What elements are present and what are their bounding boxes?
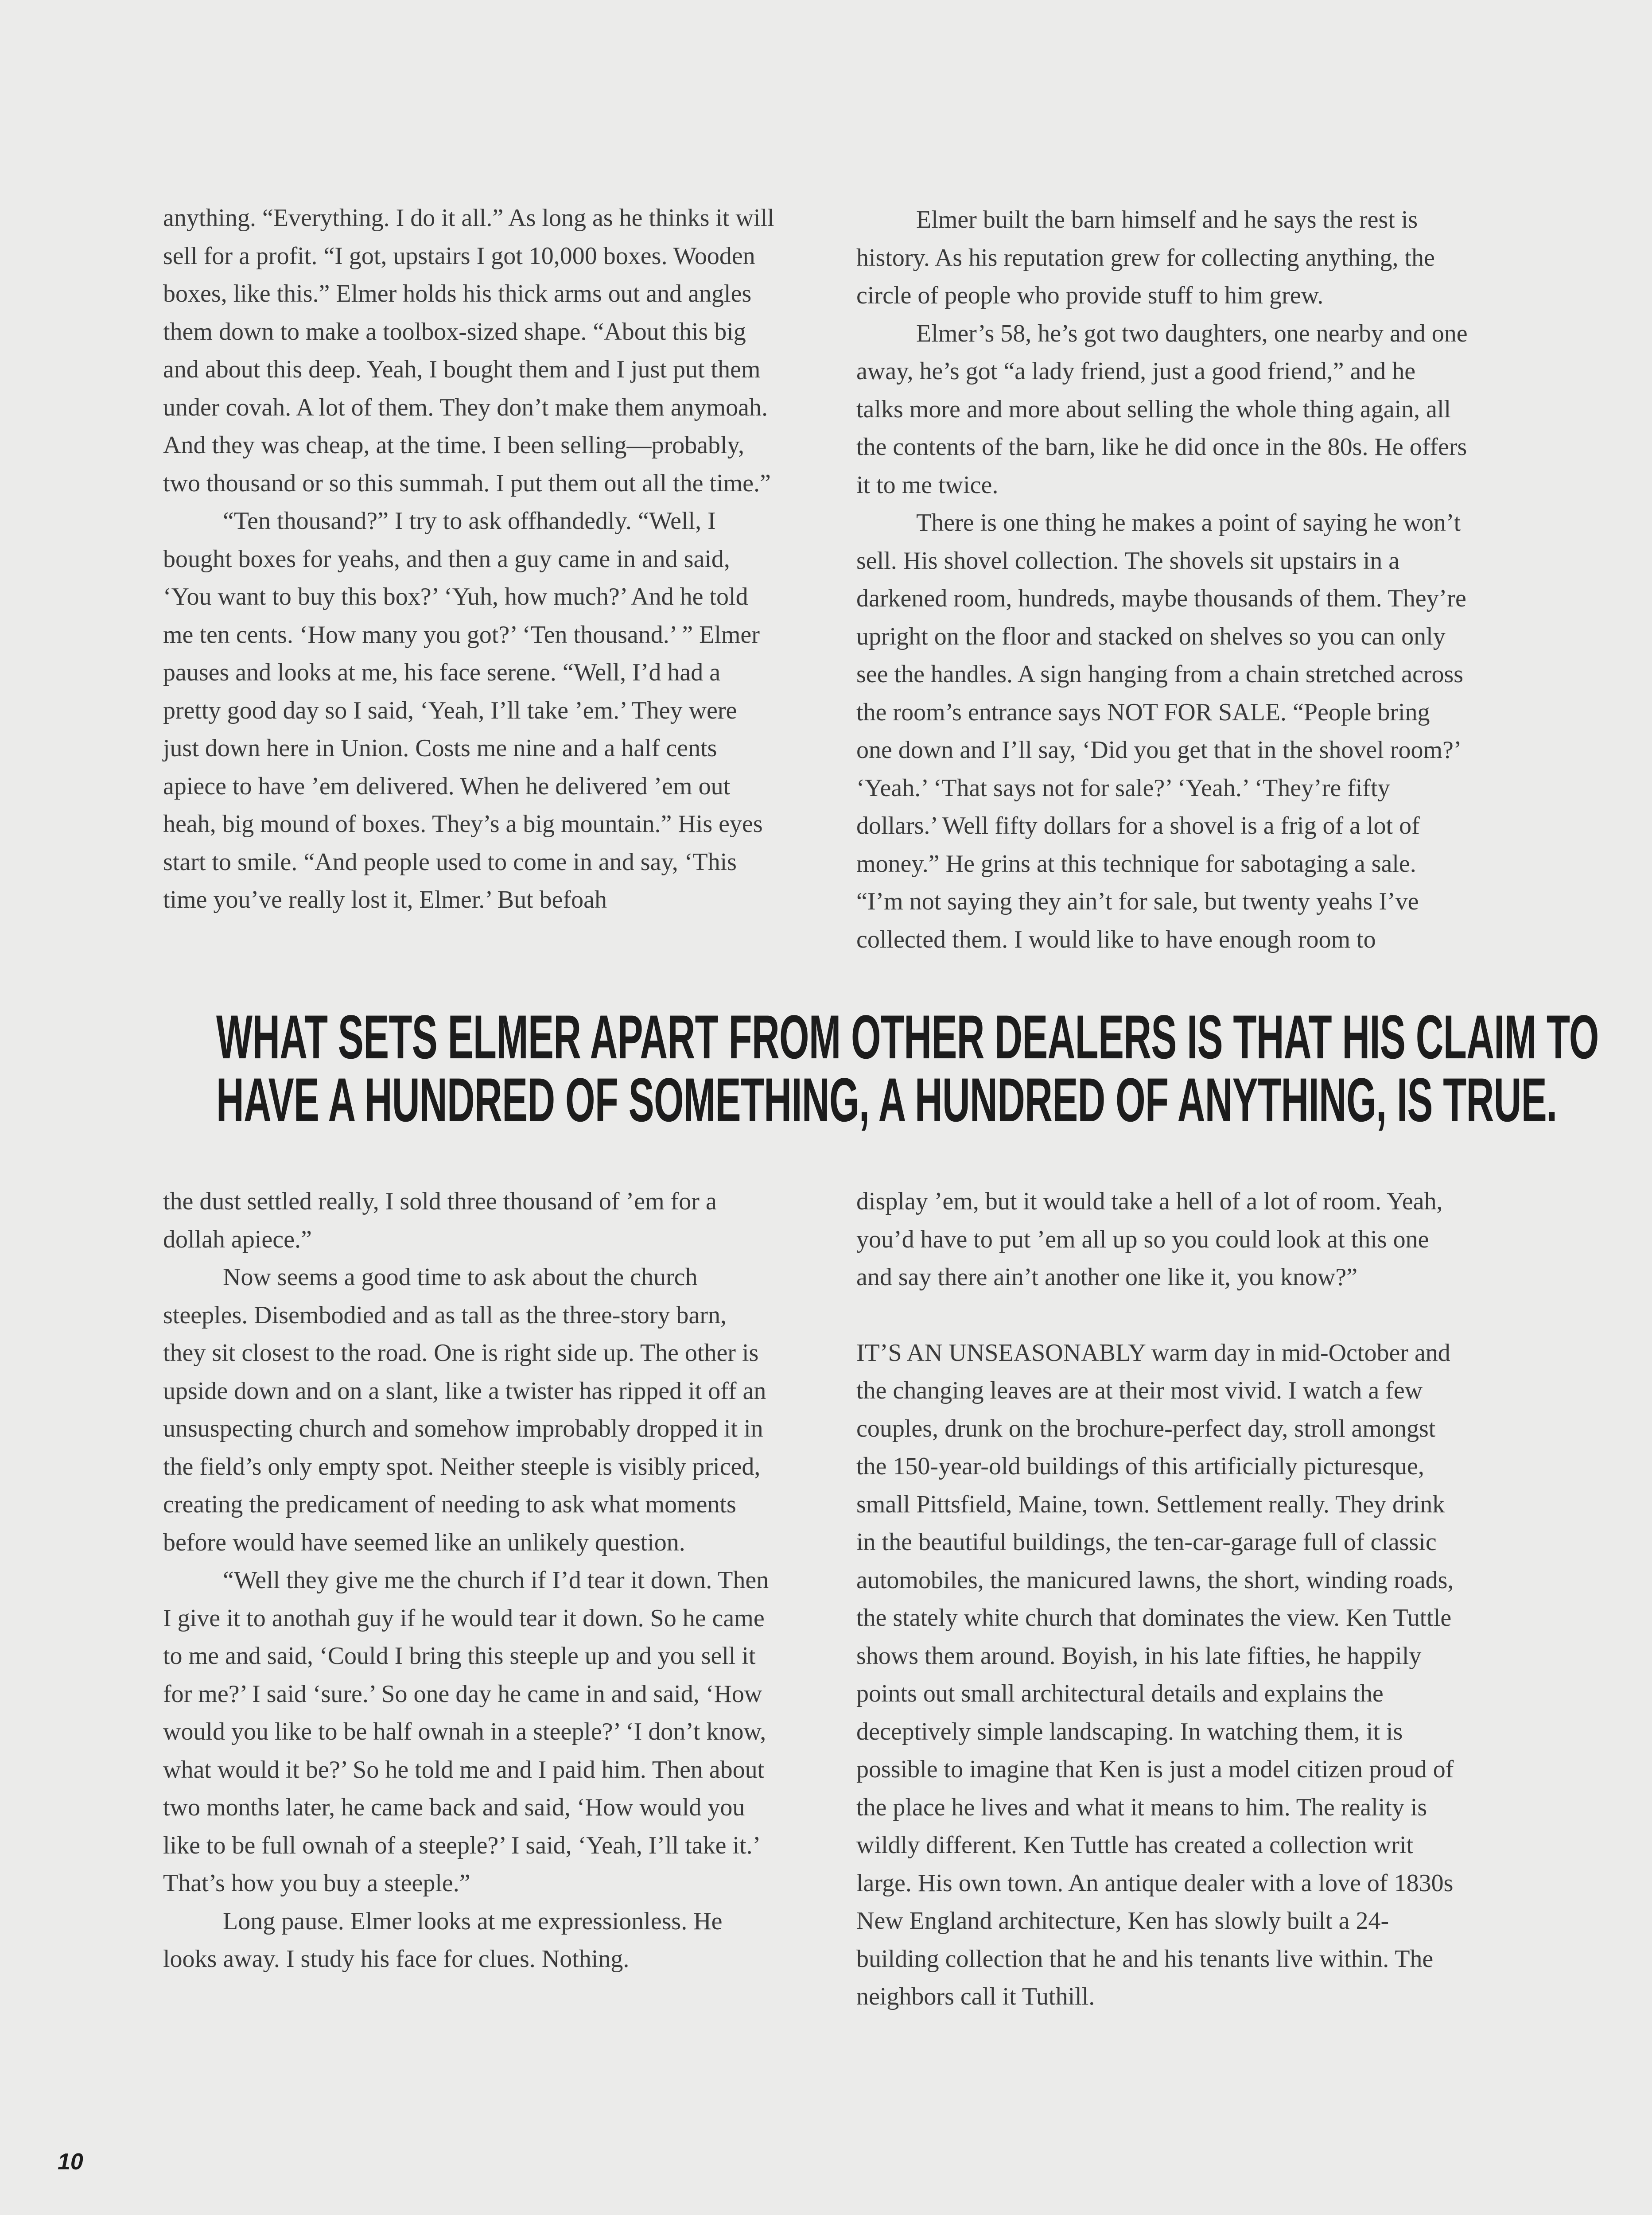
paragraph: “Well they give me the church if I’d tear it down. Then I give it to anothah guy if he would tear it down. So he came to me and said, ‘Could I bring this steeple up and you sell it for me?’ I said ‘sure.’ So one day he came in and said, ‘How would you like to be half ownah in a steeple?’ ‘I don’t know, what would it be?’ So he told me and I paid him. Then about two months later, he came back and said, ‘How would you like to be full ownah of a steeple?’ I said, ‘Yeah, I’ll take it.’ That’s how you buy a steeple.” — [163, 1566, 769, 1897]
article-column-bottom-right — [856, 1183, 1468, 2016]
pull-quote-line: WHAT SETS ELMER APART FROM OTHER DEALERS IS THAT HIS CLAIM TO — [216, 1002, 1599, 1072]
paragraph: anything. “Everything. I do it all.” As long as he thinks it will sell for a profit. “I got, upstairs I got 10,000 boxes. Wooden boxes, like this.” Elmer holds his thick arms out and angles them down to make a toolbox-sized shape. “About this big and about this deep. Yeah, I bought them and I just put them under covah. A lot of them. They don’t make them anymoah. And they was cheap, at the time. I been selling—probably, two thousand or so this summah. I put them out all the time.” — [163, 204, 774, 497]
paragraph: Now seems a good time to ask about the church steeples. Disembodied and as tall as the three-story barn, they sit closest to the road. One is right side up. The other is upside down and on a slant, like a twister has ripped it off an unsuspecting church and somehow improbably dropped it in the field’s only empty spot. Neither steeple is visibly priced, creating the predicament of needing to ask what moments before would have seemed like an unlikely question. — [163, 1263, 766, 1556]
pull-quote-line: HAVE A HUNDRED OF SOMETHING, A HUNDRED OF ANYTHING, IS TRUE. — [216, 1065, 1557, 1135]
page-number: 10 — [58, 2149, 83, 2175]
article-column-bottom-left — [163, 1183, 774, 1978]
paragraph: Long pause. Elmer looks at me expressionless. He looks away. I study his face for clues. Nothing. — [163, 1907, 723, 1973]
paragraph: Elmer built the barn himself and he says the rest is history. As his reputation grew for collecting anything, the circle of people who provide stuff to him grew. — [856, 206, 1435, 309]
paragraph: Elmer’s 58, he’s got two daughters, one nearby and one away, he’s got “a lady friend, just a good friend,” and he talks more and more about selling the whole thing again, all the contents of the barn, like he did once in the 80s. He offers it to me twice. — [856, 319, 1468, 499]
paragraph: display ’em, but it would take a hell of a lot of room. Yeah, you’d have to put ’em all up so you could look at this one and say there ain’t another one like it, you know?” — [856, 1188, 1443, 1291]
paragraph: the dust settled really, I sold three thousand of ’em for a dollah apiece.” — [163, 1188, 717, 1253]
section-opening-paragraph: IT’S AN UNSEASONABLY warm day in mid-October and the changing leaves are at their most vivid. I watch a few couples, drunk on the brochure-perfect day, stroll amongst the 150-year-old buildings of this artificially picturesque, small Pittsfield, Maine, town. Settlement really. They drink in the beautiful buildings, the ten-car-garage full of classic automobiles, the manicured lawns, the short, winding roads, the stately white church that dominates the view. Ken Tuttle shows them around. Boyish, in his late fifties, he happily points out small architectural details and explains the deceptively simple landscaping. In watching them, it is possible to imagine that Ken is just a model citizen proud of the place he lives and what it means to him. The reality is wildly different. Ken Tuttle has created a collection writ large. His own town. An antique dealer with a love of 1830s New England architecture, Ken has slowly built a 24-building collection that he and his tenants live within. The neighbors call it Tuthill. — [856, 1339, 1454, 2010]
pull-quote — [216, 1002, 1599, 1135]
article-column-top-left — [163, 199, 774, 919]
paragraph: There is one thing he makes a point of saying he won’t sell. His shovel collection. The shovels sit upstairs in a darkened room, hundreds, maybe thousands of them. They’re upright on the floor and stacked on shelves so you can only see the handles. A sign hanging from a chain stretched across the room’s entrance says NOT FOR SALE. “People bring one down and I’ll say, ‘Did you get that in the shovel room?’ ‘Yeah.’ ‘That says not for sale?’ ‘Yeah.’ ‘They’re fifty dollars.’ Well fifty dollars for a shovel is a frig of a lot of money.” He grins at this technique for sabotaging a sale. “I’m not saying they ain’t for sale, but twenty yeahs I’ve collected them. I would like to have enough room to — [856, 509, 1466, 953]
paragraph: “Ten thousand?” I try to ask offhandedly. “Well, I bought boxes for yeahs, and then a guy came in and said, ‘You want to buy this box?’ ‘Yuh, how much?’ And he told me ten cents. ‘How many you got?’ ‘Ten thousand.’ ” Elmer pauses and looks at me, his face serene. “Well, I’d had a pretty good day so I said, ‘Yeah, I’ll take ’em.’ They were just down here in Union. Costs me nine and a half cents apiece to have ’em delivered. When he delivered ’em out heah, big mound of boxes. They’s a big mountain.” His eyes start to smile. “And people used to come in and say, ‘This time you’ve really lost it, Elmer.’ But befoah — [163, 507, 763, 913]
article-column-top-right — [856, 201, 1468, 959]
